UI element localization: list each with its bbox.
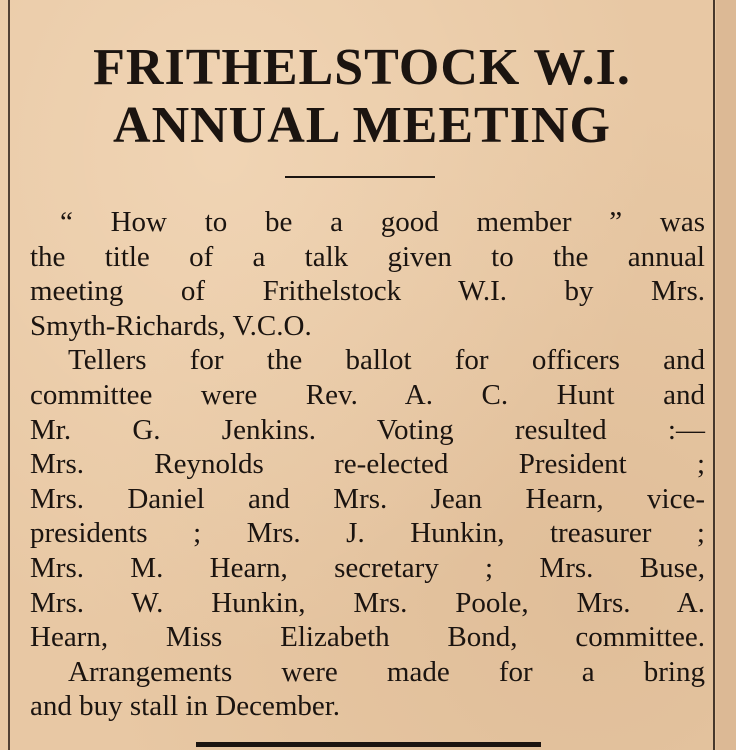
article-line: and buy stall in December. (30, 690, 341, 723)
article-line: presidents ; Mrs. J. Hunkin, treasurer ; (30, 517, 705, 550)
right-column-rule (713, 0, 715, 750)
article-line: the title of a talk given to the annual (30, 240, 705, 273)
article-line: Hearn, Miss Elizabeth Bond, committee. (30, 621, 705, 654)
article-line: Mr. G. Jenkins. Voting resulted :— (30, 413, 705, 446)
headline-line-2: ANNUAL MEETING (113, 97, 611, 154)
article-line: Mrs. W. Hunkin, Mrs. Poole, Mrs. A. (30, 586, 705, 619)
bottom-rule (196, 742, 541, 747)
article-line: Smyth-Richards, V.C.O. (30, 309, 312, 342)
article-body (30, 205, 705, 724)
article-line: Mrs. Daniel and Mrs. Jean Hearn, vice- (30, 482, 705, 515)
article-line: Tellers for the ballot for officers and (68, 344, 705, 377)
article-line: Mrs. Reynolds re-elected President ; (30, 448, 705, 481)
article-line: committee were Rev. A. C. Hunt and (30, 378, 705, 411)
article-line: “ How to be a good member ” was (60, 206, 705, 238)
adjacent-column-edge (716, 0, 736, 750)
headline-line-1: FRITHELSTOCK W.I. (93, 39, 631, 96)
article-line: Arrangements were made for a bring (68, 655, 705, 688)
article-line: Mrs. M. Hearn, secretary ; Mrs. Buse, (30, 551, 705, 584)
article-line: meeting of Frithelstock W.I. by Mrs. (30, 275, 705, 308)
left-column-rule (8, 0, 10, 750)
headline-divider (285, 176, 435, 178)
